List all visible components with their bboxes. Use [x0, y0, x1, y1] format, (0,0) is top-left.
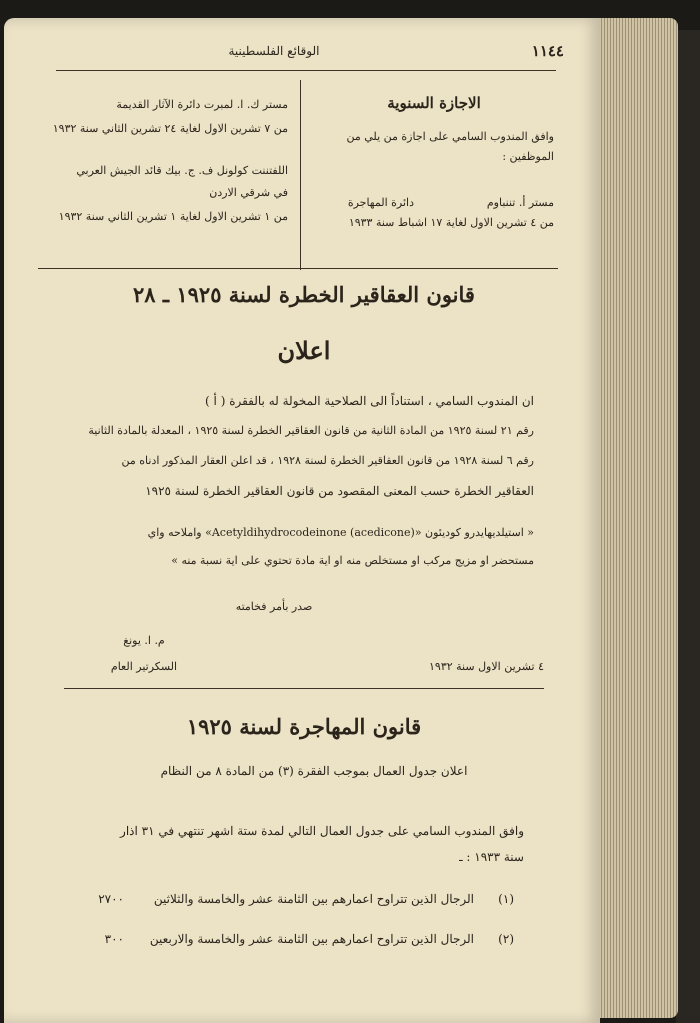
drug-name-line: مستحضر او مزيج مركب او مستخلص منه او اية مادة تحتوي على اية نسبة منه » [171, 554, 534, 567]
column-divider [300, 80, 301, 270]
item-number: (٢) [498, 932, 514, 946]
item-number: (١) [498, 892, 514, 906]
page-edges [596, 18, 678, 1018]
announcement-heading: اعلان [277, 336, 331, 365]
item-value: ٣٠٠ [104, 932, 124, 946]
section-title-immigration-law: قانون المهاجرة لسنة ١٩٢٥ [186, 714, 422, 739]
leave-entry-line: من ٧ تشرين الاول لغاية ٢٤ تشرين الثاني سنة ١٩٣٢ [52, 122, 288, 135]
schedule-subtitle: اعلان جدول العمال بموجب الفقرة (٣) من المادة ٨ من النظام [160, 764, 468, 778]
drug-name-line: « استيلديهايدرو كوديئون «Acetyldihydrocodeinone (acedicone)» واملاحه واي [147, 526, 534, 539]
section-title-drugs-law: قانون العقاقير الخطرة لسنة ١٩٢٥ ـ ٢٨ [133, 282, 475, 307]
employee-department: دائرة المهاجرة [347, 196, 414, 209]
leave-intro-line: وافق المندوب السامي على اجازة من يلي من [346, 130, 554, 143]
schedule-body-line: سنة ١٩٣٣ : ـ [459, 850, 524, 864]
law-text-line: رقم ٦ لسنة ١٩٢٨ من قانون العقاقير الخطرة لسنة ١٩٢٨ ، قد اعلن العقار المذكور ادناه من [121, 454, 534, 467]
leave-period: من ٤ تشرين الاول لغاية ١٧ اشباط سنة ١٩٣٣ [348, 216, 554, 229]
schedule-body-line: وافق المندوب السامي على جدول العمال التالي لمدة ستة اشهر تنتهي في ٣١ اذار [120, 824, 524, 838]
signatory-name: م. ا. يونغ [123, 634, 165, 647]
leave-entry-line: من ١ تشرين الاول لغاية ١ تشرين الثاني سنة ١٩٣٢ [58, 210, 288, 223]
leave-intro-line: الموظفين : [502, 150, 554, 163]
signatory-title: السكرتير العام [110, 660, 178, 673]
book-background [676, 30, 700, 1023]
item-text: الرجال الذين تتراوح اعمارهم بين الثامنة عشر والخامسة والثلاثين [153, 892, 474, 906]
gazette-page [4, 18, 600, 1023]
leave-heading: الاجازة السنوية [387, 94, 481, 112]
leave-entry-line: في شرقي الاردن [209, 186, 288, 199]
law-text-line: رقم ٢١ لسنة ١٩٢٥ من المادة الثانية من قانون العقاقير الخطرة لسنة ١٩٢٥ ، المعدلة بالمادة الثانية [88, 424, 534, 437]
header-rule [56, 70, 556, 71]
item-text: الرجال الذين تتراوح اعمارهم بين الثامنة عشر والخامسة والاربعين [149, 932, 474, 946]
issued-by-order: صدر بأمر فخامته [235, 600, 313, 613]
page-number: ١١٤٤ [531, 42, 564, 60]
section-rule [38, 268, 558, 269]
section-rule [64, 688, 544, 689]
leave-entry-line: مستر ك. ا. لمبرت دائرة الآثار القديمة [116, 98, 288, 111]
leave-entry-line: اللفتننت كولونل ف. ج. بيك قائد الجيش العربي [76, 164, 288, 177]
law-text-line: العقاقير الخطرة حسب المعنى المقصود من قانون العقاقير الخطرة لسنة ١٩٢٥ [145, 484, 534, 498]
running-title: الوقائع الفلسطينية [228, 44, 320, 58]
item-value: ٢٧٠٠ [98, 892, 124, 906]
issue-date: ٤ تشرين الاول سنة ١٩٣٢ [429, 660, 544, 673]
law-text-line: ان المندوب السامي ، استناداً الى الصلاحية المخولة له بالفقرة ( أ ) [205, 394, 534, 408]
employee-name: مستر أ. تننباوم [486, 196, 554, 209]
